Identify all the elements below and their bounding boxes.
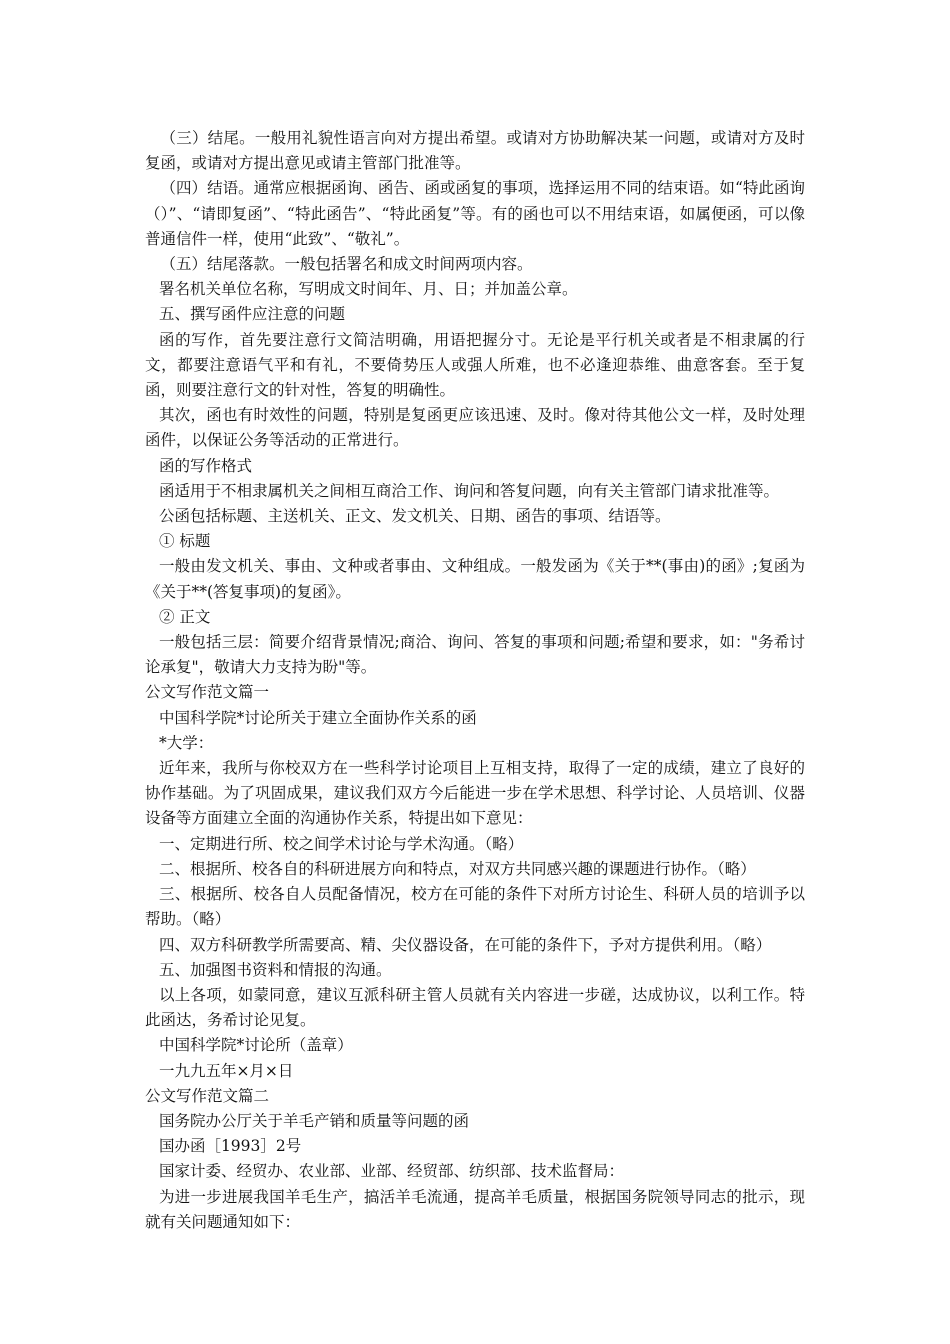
subheading: ② 正文 — [158, 607, 211, 626]
paragraph: 公函包括标题、主送机关、正文、发文机关、日期、函告的事项、结语等。 — [158, 507, 671, 526]
subheading: ① 标题 — [158, 532, 211, 551]
paragraph: 近年来，我所与你校双方在一些科学讨论项目上互相支持，取得了一定的成绩，建立了良好的协作基础。为了巩固成果，建议我们双方今后能进一步在学术思想、科学讨论、人员培训、仪器设备等方面建立全面的沟通协作关系，特提出如下意见： — [145, 759, 805, 828]
list-item: 一、定期进行所、校之间学术讨论与学术沟通。（略） — [158, 834, 524, 853]
example-title: 公文写作范文篇二 — [145, 1086, 270, 1105]
paragraph: 为进一步进展我国羊毛生产，搞活羊毛流通，提高羊毛质量，根据国务院领导同志的批示，现就有关问题通知如下： — [145, 1187, 805, 1231]
paragraph: 函适用于不相隶属机关之间相互商洽工作、询问和答复问题，向有关主管部门请求批准等。 — [158, 481, 779, 500]
letter-recipient: *大学： — [158, 733, 214, 752]
paragraph: 其次，函也有时效性的问题，特别是复函更应该迅速、及时。像对待其他公文一样，及时处理函件，以保证公务等活动的正常进行。 — [145, 406, 805, 450]
paragraph: 以上各项，如蒙同意，建议互派科研主管人员就有关内容进一步磋，达成协议，以利工作。特此函达，务希讨论见复。 — [145, 985, 805, 1030]
list-item: 二、根据所、校各自的科研进展方向和特点，对双方共同感兴趣的课题进行协作。（略） — [158, 859, 756, 878]
letter-date: 一九九五年×月×日 — [158, 1061, 294, 1080]
paragraph: 一般由发文机关、事由、文种或者事由、文种组成。一般发函为《关于**(事由)的函》;复函为《关于**(答复事项)的复函》。 — [145, 557, 805, 601]
letter-recipient: 国家计委、经贸办、农业部、业部、经贸部、纺织部、技术监督局： — [158, 1162, 624, 1181]
paragraph: （四）结语。通常应根据函询、函告、函或函复的事项，选择运用不同的结束语。如“特此函询（）”、“请即复函”、“特此函告”、“特此函复”等。有的函也可以不用结束语，如属便函，可以像普通信件一样，使用“此致”、“敬礼”。 — [145, 179, 805, 248]
letter-title: 国务院办公厅关于羊毛产销和质量等问题的函 — [158, 1111, 469, 1130]
document-number: 国办函［1993］2号 — [158, 1137, 302, 1156]
section-heading: 五、撰写函件应注意的问题 — [158, 305, 345, 324]
document-page — [145, 126, 805, 1235]
paragraph: 函的写作，首先要注意行文简洁明确，用语把握分寸。无论是平行机关或者是不相隶属的行文，都要注意语气平和有礼，不要倚势压人或强人所难，也不必逢迎恭维、曲意客套。至于复函，则要注意行文的针对性，答复的明确性。 — [145, 330, 805, 400]
list-item: 三、根据所、校各自人员配备情况，校方在可能的条件下对所方讨论生、科研人员的培训予以帮助。（略） — [145, 885, 805, 929]
paragraph: 署名机关单位名称，写明成文时间年、月、日；并加盖公章。 — [158, 280, 578, 299]
list-item: 四、双方科研教学所需要高、精、尖仪器设备，在可能的条件下，予对方提供利用。（略） — [158, 935, 772, 954]
list-item: 五、加强图书资料和情报的沟通。 — [158, 960, 392, 979]
paragraph: 一般包括三层：简要介绍背景情况;商洽、询问、答复的事项和问题;希望和要求，如："务希讨论承复"，敬请大力支持为盼"等。 — [145, 633, 805, 677]
letter-title: 中国科学院*讨论所关于建立全面协作关系的函 — [158, 708, 477, 727]
paragraph: （三）结尾。一般用礼貌性语言向对方提出希望。或请对方协助解决某一问题，或请对方及时复函，或请对方提出意见或请主管部门批准等。 — [145, 129, 805, 173]
paragraph: （五）结尾落款。一般包括署名和成文时间两项内容。 — [160, 255, 533, 274]
example-title: 公文写作范文篇一 — [145, 683, 270, 702]
letter-signature: 中国科学院*讨论所（盖章） — [158, 1036, 353, 1055]
section-heading: 函的写作格式 — [158, 456, 252, 475]
